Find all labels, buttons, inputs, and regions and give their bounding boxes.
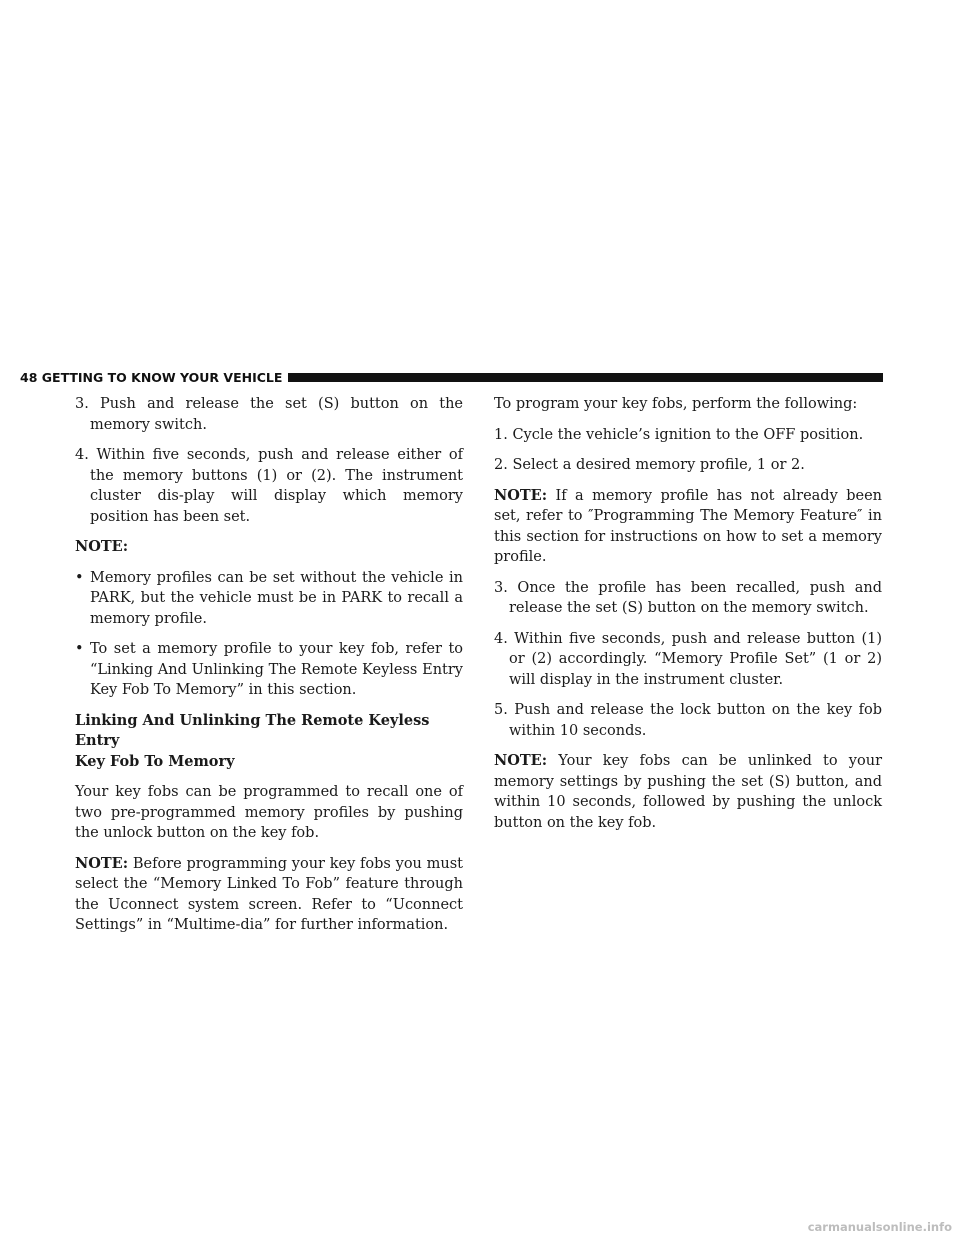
note-paragraph [75,854,463,936]
header-rule [288,373,883,382]
note-label-inline: NOTE: [494,752,548,769]
step-4: 4. Within five seconds, push and release button (1) or (2) accordingly. “Memory Profile Set” (1 or 2) will display in the instrument cluster. [494,630,882,688]
note-label: NOTE: [75,538,129,555]
right-column [494,394,882,843]
step-1: 1. Cycle the vehicle’s ignition to the OFF position. [494,426,864,443]
heading-line-1: Linking And Unlinking The Remote Keyless Entry [75,711,430,749]
step-3: 3. Once the profile has been recalled, push and release the set (S) button on the memory switch. [494,579,882,616]
note-paragraph [494,751,882,833]
note-label-inline: NOTE: [494,486,548,504]
step-3: 3. Push and release the set (S) button on the memory switch. [75,396,463,433]
bullet-icon: • [75,641,84,657]
step-2: 2. Select a desired memory profile, 1 or 2. [494,457,805,473]
watermark: carmanualsonline.info [807,1220,952,1234]
bullet-text: Memory profiles can be set without the vehicle in PARK, but the vehicle must be in PARK to recall a memory profile. [90,569,463,627]
bullet-text: To set a memory profile to your key fob, refer to “Linking And Unlinking The Remote Keyless Entry Key Fob To Memory” in this section. [90,641,463,698]
bullet-item [75,639,463,701]
note-paragraph [494,486,882,568]
bullet-icon: • [75,569,84,586]
step-5: 5. Push and release the lock button on the key fob within 10 seconds. [494,702,882,739]
step-4: 4. Within five seconds, push and release either of the memory buttons (1) or (2). The instrument cluster dis-play will display which memory position has been set. [75,447,463,525]
note-text: Before programming your key fobs you must select the “Memory Linked To Fob” feature through the Uconnect system screen. Refer to “Uconnect Settings” in “Multime-dia” for further information. [75,855,464,933]
bullet-item [75,568,463,630]
intro-paragraph: To program your key fobs, perform the following: [494,396,858,412]
section-title: GETTING TO KNOW YOUR VEHICLE [41,369,283,385]
page-number: 48 [20,369,38,385]
note-label-inline: NOTE: [75,854,129,872]
note-text: If a memory profile has not already been set, refer to ″Programming The Memory Feature″ in this section for instructions on how to set a memory profile. [494,487,882,565]
page-header [20,370,883,384]
left-column [75,394,463,946]
note-text: Your key fobs can be unlinked to your memory settings by pushing the set (S) button, and within 10 seconds, followed by pushing the unlock button on the key fob. [494,753,882,831]
page-header-text [20,370,282,385]
section-heading [75,711,463,773]
heading-line-2: Key Fob To Memory [75,752,235,770]
paragraph: Your key fobs can be programmed to recall one of two pre-programmed memory profiles by pushing the unlock button on the key fob. [75,784,463,841]
